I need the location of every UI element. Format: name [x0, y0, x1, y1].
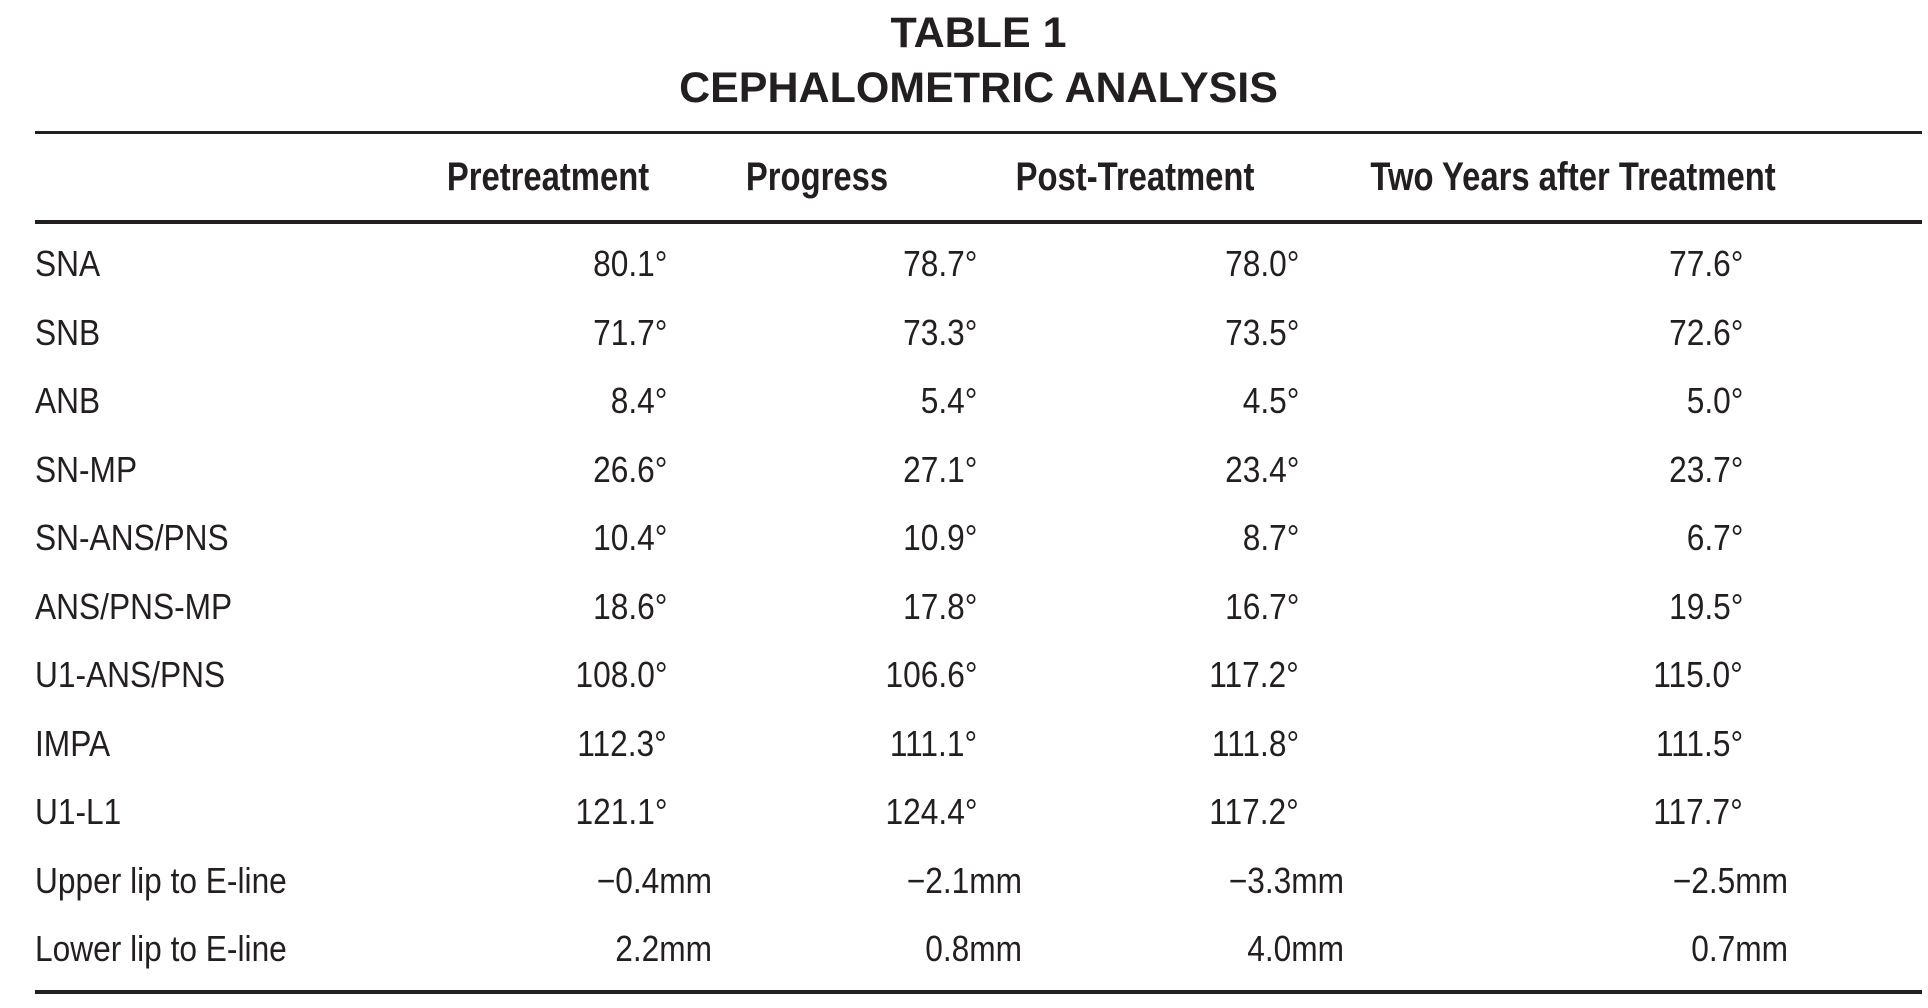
- row-label: U1-ANS/PNS: [35, 654, 226, 695]
- table-cell: 2.2mm: [615, 928, 712, 969]
- row-label: U1-L1: [35, 791, 122, 832]
- table-row: [35, 436, 1922, 505]
- table-row: [35, 230, 1922, 299]
- table-cell: 111.1°: [889, 722, 977, 764]
- row-label: IMPA: [35, 722, 111, 764]
- table-cell: 5.0°: [1686, 380, 1743, 421]
- table-number-title: TABLE 1: [890, 9, 1067, 57]
- cephalometric-table: [35, 0, 1922, 994]
- table-cell: 108.0°: [575, 654, 667, 695]
- table-row: [35, 299, 1922, 368]
- table-row: [35, 573, 1922, 642]
- column-header-progress: Progress: [745, 155, 889, 199]
- table-cell: 78.0°: [1224, 243, 1299, 284]
- table-cell: 121.1°: [575, 791, 667, 832]
- table-cell: −3.3mm: [1228, 859, 1344, 901]
- table-row: [35, 504, 1922, 573]
- table-title: CEPHALOMETRIC ANALYSIS: [679, 64, 1278, 112]
- table-cell: 4.0mm: [1247, 928, 1344, 969]
- table-cell: 117.7°: [1653, 791, 1743, 832]
- table-cell: 23.7°: [1668, 448, 1743, 490]
- table-cell: 106.6°: [885, 654, 977, 695]
- table-cell: 117.2°: [1209, 791, 1299, 832]
- table-cell: 117.2°: [1209, 654, 1299, 695]
- table-cell: 8.7°: [1242, 517, 1299, 558]
- table-cell: 72.6°: [1668, 311, 1743, 353]
- table-cell: 10.9°: [902, 517, 977, 558]
- table-cell: 73.3°: [902, 311, 977, 353]
- table-cell: 0.8mm: [925, 928, 1022, 969]
- table-cell: 124.4°: [885, 791, 977, 832]
- table-cell: 112.3°: [577, 722, 667, 764]
- table-cell: 18.6°: [592, 585, 667, 627]
- column-header-row: [35, 134, 1922, 220]
- table-cell: 80.1°: [592, 243, 667, 284]
- table-cell: 4.5°: [1242, 380, 1299, 421]
- bottom-rule: [35, 990, 1922, 994]
- row-label: ANS/PNS-MP: [35, 585, 233, 627]
- table-body: [35, 230, 1922, 984]
- row-label: SN-ANS/PNS: [35, 517, 229, 558]
- table-cell: −0.4mm: [596, 859, 712, 901]
- table-cell: 19.5°: [1668, 585, 1743, 627]
- table-cell: 71.7°: [592, 311, 667, 353]
- table-cell: 8.4°: [610, 380, 667, 421]
- row-label: SN-MP: [35, 448, 138, 490]
- table-cell: −2.5mm: [1672, 859, 1788, 901]
- row-label: SNA: [35, 243, 101, 284]
- table-row: [35, 778, 1922, 847]
- row-label: SNB: [35, 311, 101, 353]
- table-cell: 115.0°: [1653, 654, 1743, 695]
- table-cell: 17.8°: [902, 585, 977, 627]
- table-cell: 78.7°: [902, 243, 977, 284]
- column-header-post-treatment: Post-Treatment: [1015, 155, 1255, 199]
- table-cell: 26.6°: [592, 448, 667, 490]
- table-cell: 10.4°: [592, 517, 667, 558]
- table-row: [35, 641, 1922, 710]
- column-header-two-years: Two Years after Treatment: [1370, 155, 1776, 199]
- row-label: Upper lip to E-line: [35, 859, 287, 901]
- table-cell: 27.1°: [902, 448, 977, 490]
- table-row: [35, 710, 1922, 779]
- table-cell: 6.7°: [1686, 517, 1743, 558]
- row-label: ANB: [35, 380, 101, 421]
- table-row: [35, 915, 1922, 984]
- table-cell: 111.8°: [1211, 722, 1299, 764]
- table-row: [35, 367, 1922, 436]
- row-label: Lower lip to E-line: [35, 928, 287, 969]
- table-cell: 5.4°: [920, 380, 977, 421]
- table-cell: 23.4°: [1224, 448, 1299, 490]
- table-cell: −2.1mm: [906, 859, 1022, 901]
- table-cell: 77.6°: [1668, 243, 1743, 284]
- table-cell: 111.5°: [1655, 722, 1743, 764]
- table-cell: 0.7mm: [1691, 928, 1788, 969]
- header-rule: [35, 220, 1922, 224]
- column-header-pretreatment: Pretreatment: [446, 155, 650, 199]
- table-row: [35, 847, 1922, 916]
- table-cell: 16.7°: [1224, 585, 1299, 627]
- table-cell: 73.5°: [1224, 311, 1299, 353]
